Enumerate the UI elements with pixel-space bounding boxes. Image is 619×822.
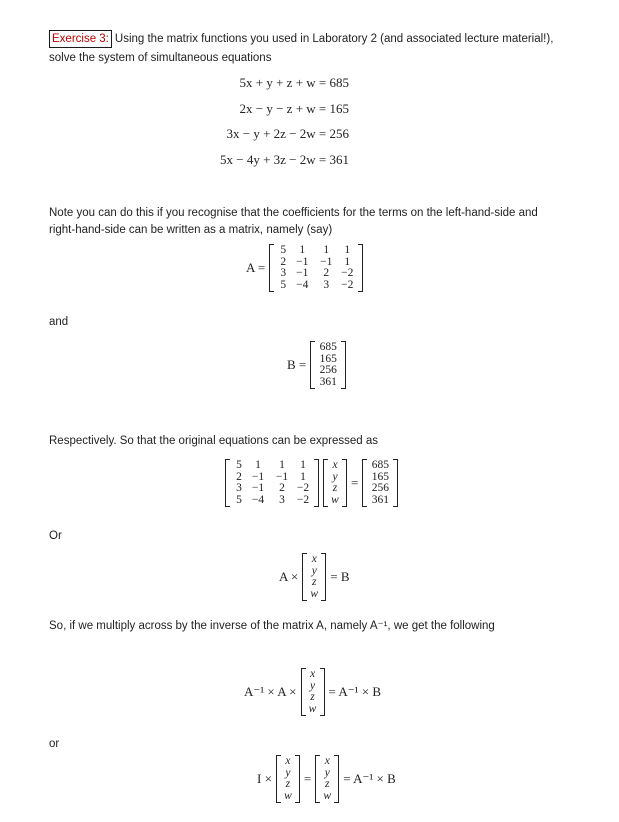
variable-cell: y	[309, 679, 316, 692]
equation-inverse	[244, 668, 381, 716]
variable-cell: y	[311, 564, 317, 577]
matrix-b-cell: 685	[319, 341, 337, 353]
inv-a-times-a: A⁻¹ × A ×	[244, 684, 297, 699]
exercise-intro-text: Using the matrix functions you used in Laboratory 2 (and associated lecture material!),	[114, 33, 554, 45]
matrix-b	[310, 341, 346, 389]
matrix-a-cell: 5	[280, 244, 287, 256]
equals-sign-2: =	[303, 771, 312, 786]
matrix-a-cell: 5	[280, 278, 287, 291]
vector-xyzw-3	[301, 668, 325, 716]
equals-sign: =	[351, 475, 359, 490]
matrix-b-cell: 165	[371, 470, 389, 483]
variable-cell: y	[324, 766, 330, 779]
variable-cell: z	[325, 778, 330, 790]
variable-cell: x	[311, 553, 317, 565]
matrix-equation	[225, 459, 398, 507]
matrix-a-copy	[225, 459, 319, 507]
exercise-intro-line1	[49, 30, 553, 48]
note-line1: Note you can do this if you recognise that the coefficients for the terms on the left-hand-side and	[49, 207, 538, 219]
variable-cell: w	[284, 789, 292, 802]
or-text-2: or	[49, 738, 60, 750]
variable-cell: x	[324, 755, 330, 767]
variable-cell: x	[309, 668, 316, 680]
matrix-a-cell: 2	[279, 482, 285, 494]
matrix-a-cell: 2	[323, 267, 330, 279]
variable-cell: w	[308, 702, 317, 715]
matrix-a-cell: −1	[296, 255, 309, 268]
matrix-a-cell: −1	[320, 255, 333, 268]
matrix-b-cell: 256	[319, 364, 337, 376]
matrix-a-cell: 1	[323, 244, 330, 256]
matrix-a-cell: 3	[279, 493, 285, 506]
matrix-b-cell: 256	[371, 482, 389, 494]
matrix-a-cell: 1	[299, 244, 306, 256]
matrix-a-cell: 2	[280, 255, 287, 268]
variable-cell: z	[332, 482, 338, 494]
matrix-a-cell: 2	[236, 470, 242, 483]
a-times: A ×	[279, 569, 299, 584]
variable-cell: w	[331, 493, 339, 506]
matrix-a-name: A =	[246, 260, 266, 275]
note-line2: right-hand-side can be written as a matrix, namely (say)	[49, 224, 333, 236]
equation-identity	[257, 755, 396, 803]
equals-b: = B	[330, 569, 350, 584]
vector-xyzw-5	[315, 755, 339, 803]
matrix-b-cell: 361	[371, 493, 389, 506]
vector-xyzw-2	[302, 553, 326, 601]
matrix-a-cell: −2	[296, 493, 310, 506]
matrix-a-cell: −1	[251, 470, 265, 483]
respectively-text: Respectively. So that the original equations can be expressed as	[49, 435, 379, 447]
inverse-text: So, if we multiply across by the inverse of the matrix A, namely A⁻¹, we get the following	[49, 620, 495, 632]
matrix-a-cell: 1	[279, 459, 285, 471]
variable-cell: x	[332, 459, 338, 471]
variable-cell: x	[285, 755, 291, 767]
variable-cell: w	[310, 587, 319, 600]
matrix-a-cell: 3	[323, 278, 330, 291]
matrix-b-copy	[362, 459, 398, 507]
eq-inv-times-b-2: = A⁻¹ × B	[343, 771, 396, 786]
and-text: and	[49, 316, 69, 328]
matrix-b-name: B =	[287, 357, 307, 372]
i-times: I ×	[257, 771, 272, 786]
matrix-a-cell: 1	[255, 459, 261, 471]
variable-cell: z	[310, 691, 315, 703]
exercise-label: Exercise 3:	[49, 30, 112, 48]
matrix-a-cell: −1	[275, 470, 289, 483]
matrix-a-cell: 5	[236, 459, 242, 471]
equation-3: 3x − y + 2z − 2w = 256	[226, 126, 349, 141]
or-text-1: Or	[49, 530, 62, 542]
equation-2: 2x − y − z + w = 165	[239, 101, 349, 116]
variable-cell: y	[285, 766, 291, 779]
exercise-intro-line2: solve the system of simultaneous equations	[49, 52, 272, 64]
matrix-a-cell: −2	[296, 482, 310, 494]
matrix-a-cell: 1	[344, 244, 351, 256]
variable-cell: z	[312, 576, 317, 588]
matrix-a-block	[246, 244, 363, 292]
matrix-b-block	[287, 341, 346, 389]
equation-1: 5x + y + z + w = 685	[239, 75, 349, 90]
matrix-a-cell: 1	[300, 470, 306, 483]
matrix-a-cell: −2	[341, 267, 354, 279]
matrix-a-cell: −4	[251, 493, 265, 506]
matrix-b-cell: 361	[319, 375, 337, 388]
variable-cell: y	[332, 470, 338, 483]
matrix-a-cell: −4	[296, 278, 309, 291]
equation-4: 5x − 4y + 3z − 2w = 361	[220, 152, 349, 167]
eq-inv-times-b: = A⁻¹ × B	[328, 684, 382, 699]
vector-xyzw	[323, 459, 347, 507]
matrix-b-cell: 685	[371, 459, 389, 471]
matrix-a-cell: 1	[300, 459, 306, 471]
matrix-a	[269, 244, 363, 292]
vector-xyzw-4	[276, 755, 300, 803]
matrix-a-cell: 1	[344, 255, 351, 268]
matrix-a-cell: 5	[236, 493, 242, 506]
matrix-a-cell: 3	[280, 267, 287, 279]
matrix-b-cell: 165	[319, 352, 337, 365]
variable-cell: w	[323, 789, 332, 802]
matrix-a-cell: −2	[341, 278, 354, 291]
matrix-a-cell: −1	[296, 267, 309, 279]
matrix-a-cell: 3	[236, 482, 242, 494]
variable-cell: z	[285, 778, 291, 790]
equation-ax-b	[279, 553, 350, 601]
matrix-a-cell: −1	[251, 482, 265, 494]
